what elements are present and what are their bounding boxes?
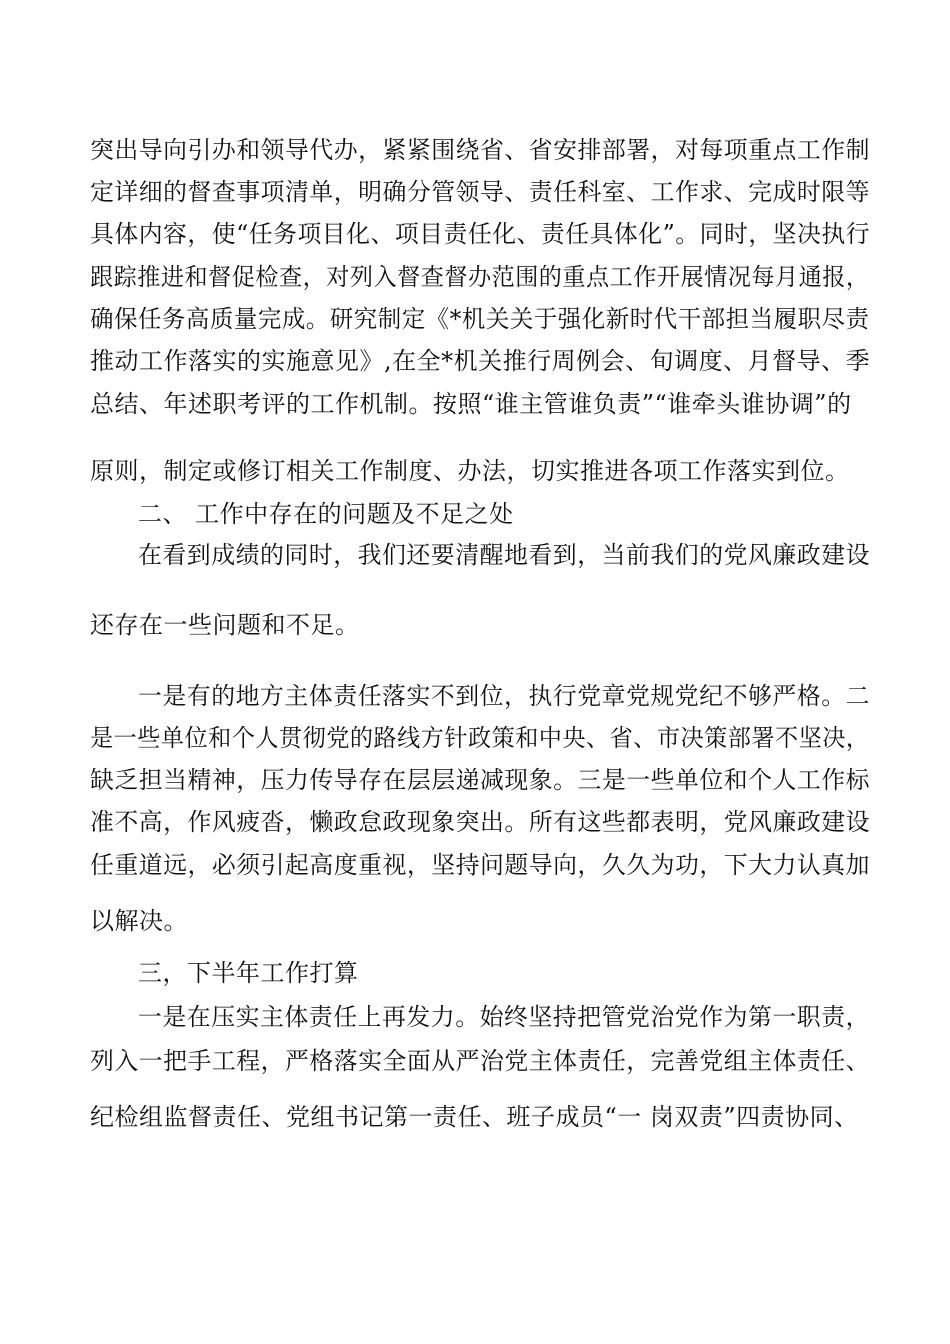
paragraph-line: 一是有的地方主体责任落实不到位，执行党章党规党纪不够严格。二: [138, 682, 870, 710]
section-heading-3: 三，下半年工作打算: [138, 959, 359, 987]
paragraph-line: 推动工作落实的实施意见》,在全*机关推行周例会、旬调度、月督导、季: [90, 347, 871, 375]
paragraph-line: 原则，制定或修订相关工作制度、办法，切实推进各项工作落实到位。: [90, 457, 850, 485]
paragraph-line: 还存在一些问题和不足。: [90, 611, 360, 639]
paragraph-line: 具体内容，使“任务项目化、项目责任化、责任具体化”。同时，坚决执行: [90, 220, 871, 248]
paragraph-line: 以解决。: [90, 907, 188, 935]
paragraph-line: 突出导向引办和领导代办，紧紧围绕省、省安排部署，对每项重点工作制: [90, 136, 870, 164]
paragraph-line: 任重道远，必须引起高度重视，坚持问题导向，久久为功，下大力认真加: [90, 851, 870, 879]
paragraph-line: 定详细的督查事项清单，明确分管领导、责任科室、工作求、完成时限等: [90, 178, 870, 206]
paragraph-line: 缺乏担当精神，压力传导存在层层递减现象。三是一些单位和个人工作标: [90, 766, 870, 794]
section-heading-2: 二、 工作中存在的问题及不足之处: [138, 500, 514, 528]
paragraph-line: 准不高，作风疲沓，懒政怠政现象突出。所有这些都表明，党风廉政建设: [90, 808, 870, 836]
paragraph-line: 跟踪推进和督促检查，对列入督查督办范围的重点工作开展情况每月通报，: [90, 263, 870, 291]
paragraph-line: 一是在压实主体责任上再发力。始终坚持把管党治党作为第一职责，: [138, 1003, 870, 1031]
paragraph-line: 总结、年述职考评的工作机制。按照“谁主管谁负责”“谁牵头谁协调”的: [90, 390, 852, 418]
paragraph-line: 在看到成绩的同时，我们还要清醒地看到，当前我们的党风廉政建设: [138, 541, 870, 569]
paragraph-line: 纪检组监督责任、党组书记第一责任、班子成员“一 岗双责”四责协同、: [90, 1103, 859, 1131]
paragraph-line: 列入一把手工程，严格落实全面从严治党主体责任，完善党组主体责任、: [90, 1047, 870, 1075]
paragraph-line: 是一些单位和个人贯彻党的路线方针政策和中央、省、市决策部署不坚决，: [90, 724, 870, 752]
paragraph-line: 确保任务高质量完成。研究制定《*机关关于强化新时代干部担当履职尽责: [90, 305, 870, 333]
